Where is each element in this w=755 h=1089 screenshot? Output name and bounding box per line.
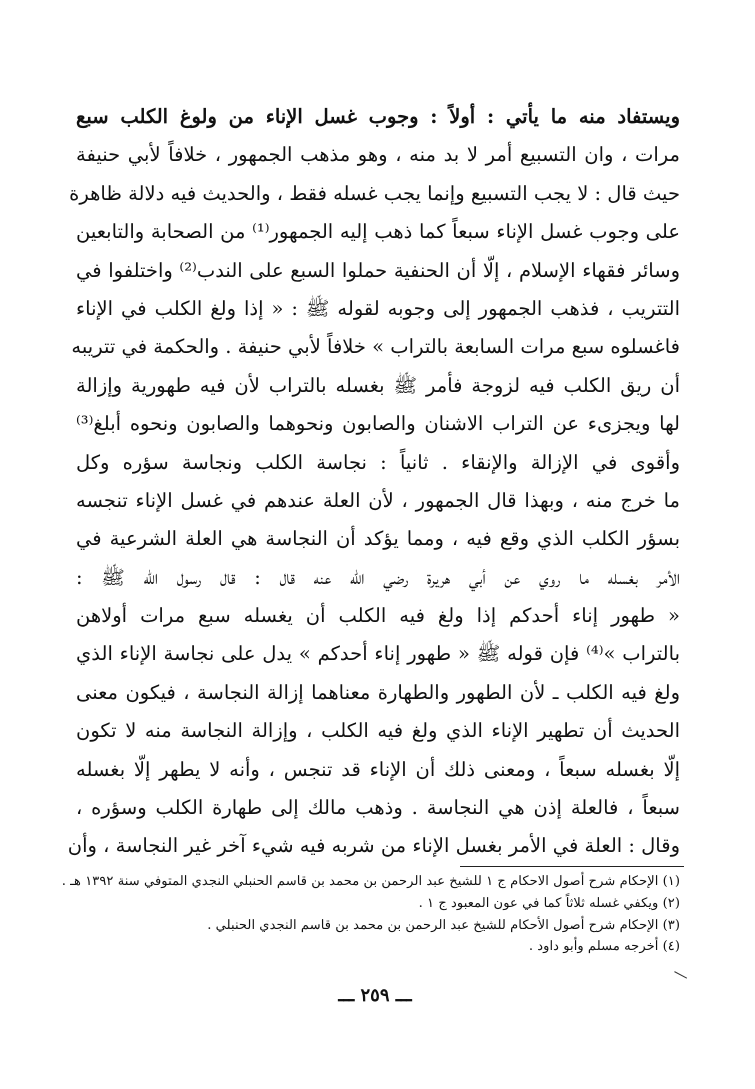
- page-number: ـــ ٢٥٩ ـــ: [338, 985, 412, 1006]
- text-line: وأقوى في الإزالة والإنقاء . ثانياً : نجاسة الكلب ونجاسة سؤره وكل: [76, 450, 680, 474]
- text-line: ويستفاد منه ما يأتي : أولاً : وجوب غسل الإناء من ولوغ الكلب سبع: [76, 105, 680, 128]
- footnote-divider: [460, 866, 684, 867]
- text-line: « طهور إناء أحدكم إذا ولغ فيه الكلب أن يغسله سبع مرات أولاهن: [76, 604, 680, 628]
- text-line: ما خرج منه ، وبهذا قال الجمهور ، لأن العلة عندهم في غسل الإناء تنجسه: [76, 488, 680, 512]
- text-line: مرات ، وان التسبيع أمر لا بد منه ، وهو مذهب الجمهور ، خلافاً لأبي حنيفة: [76, 143, 680, 167]
- footnotes-block: [61, 871, 680, 958]
- text-line: الأمر بغسله ما روي عن أبي هريرة رضي الله عنه قال : قال رسول الله ﷺ :: [76, 565, 680, 589]
- text-line: الحديث أن تطهير الإناء الذي ولغ فيه الكلب ، وإزالة النجاسة منه لا تكون: [76, 719, 680, 743]
- text-line: سبعاً ، فالعلة إذن هي النجاسة . وذهب مالك إلى طهارة الكلب وسؤره ،: [76, 796, 680, 820]
- text-line: وسائر فقهاء الإسلام ، إلّا أن الحنفية حملوا السبع على الندب⁽²⁾ واختلفوا في: [76, 258, 680, 282]
- footnote-4: (٤) أخرجه مسلم وأبو داود .: [528, 939, 680, 955]
- text-line: بالتراب »⁽⁴⁾ فإن قوله ﷺ « طهور إناء أحدكم » يدل على نجاسة الإناء الذي: [76, 642, 680, 666]
- text-line: فاغسلوه سبع مرات السابعة بالتراب » خلافاً لأبي حنيفة . والحكمة في تتريبه: [71, 335, 680, 359]
- text-line: وقال : العلة في الأمر بغسل الإناء من شربه فيه شيء آخر غير النجاسة ، وأن: [67, 834, 680, 858]
- main-text-block: [67, 98, 680, 866]
- text-line: التتريب ، فذهب الجمهور إلى وجوبه لقوله ﷺ : « إذا ولغ الكلب في الإناء: [76, 296, 680, 320]
- footnote-3: (٣) الإحكام شرح أصول الأحكام للشيخ عبد الرحمن بن محمد بن قاسم النجدي الحنبلي .: [207, 917, 680, 933]
- print-mark: [674, 962, 692, 978]
- text-line: حيث قال : لا يجب التسبيع وإنما يجب غسله فقط ، والحديث فيه دلالة ظاهرة: [69, 181, 680, 205]
- text-line: إلّا بغسله سبعاً ، ومعنى ذلك أن الإناء قد تنجس ، وأنه لا يطهر إلّا بغسله: [76, 757, 680, 781]
- text-line: ولغ فيه الكلب ـ لأن الطهور والطهارة معناهما إزالة النجاسة ، فيكون معنى: [76, 680, 680, 704]
- text-line: أن ريق الكلب فيه لزوجة فأمر ﷺ بغسله بالتراب لأن فيه طهورية وإزالة: [76, 373, 680, 397]
- text-line: لها ويجزىء عن التراب الاشنان والصابون ونحوهما والصابون ونحوه أبلغ⁽³⁾: [76, 412, 680, 436]
- text-line: على وجوب غسل الإناء سبعاً كما ذهب إليه الجمهور⁽¹⁾ من الصحابة والتابعين: [76, 220, 680, 244]
- footnote-1: (١) الإحكام شرح أصول الاحكام ج ١ للشيخ عبد الرحمن بن محمد بن قاسم الحنبلي النجدي المتوفي سنة ١٣٩٢ هـ .: [61, 874, 680, 889]
- text-line: بسؤر الكلب الذي وقع فيه ، ومما يؤكد أن النجاسة هي العلة الشرعية في: [76, 527, 680, 551]
- footnote-2: (٢) ويكفي غسله ثلاثاً كما في عون المعبود ج ١ .: [418, 895, 680, 911]
